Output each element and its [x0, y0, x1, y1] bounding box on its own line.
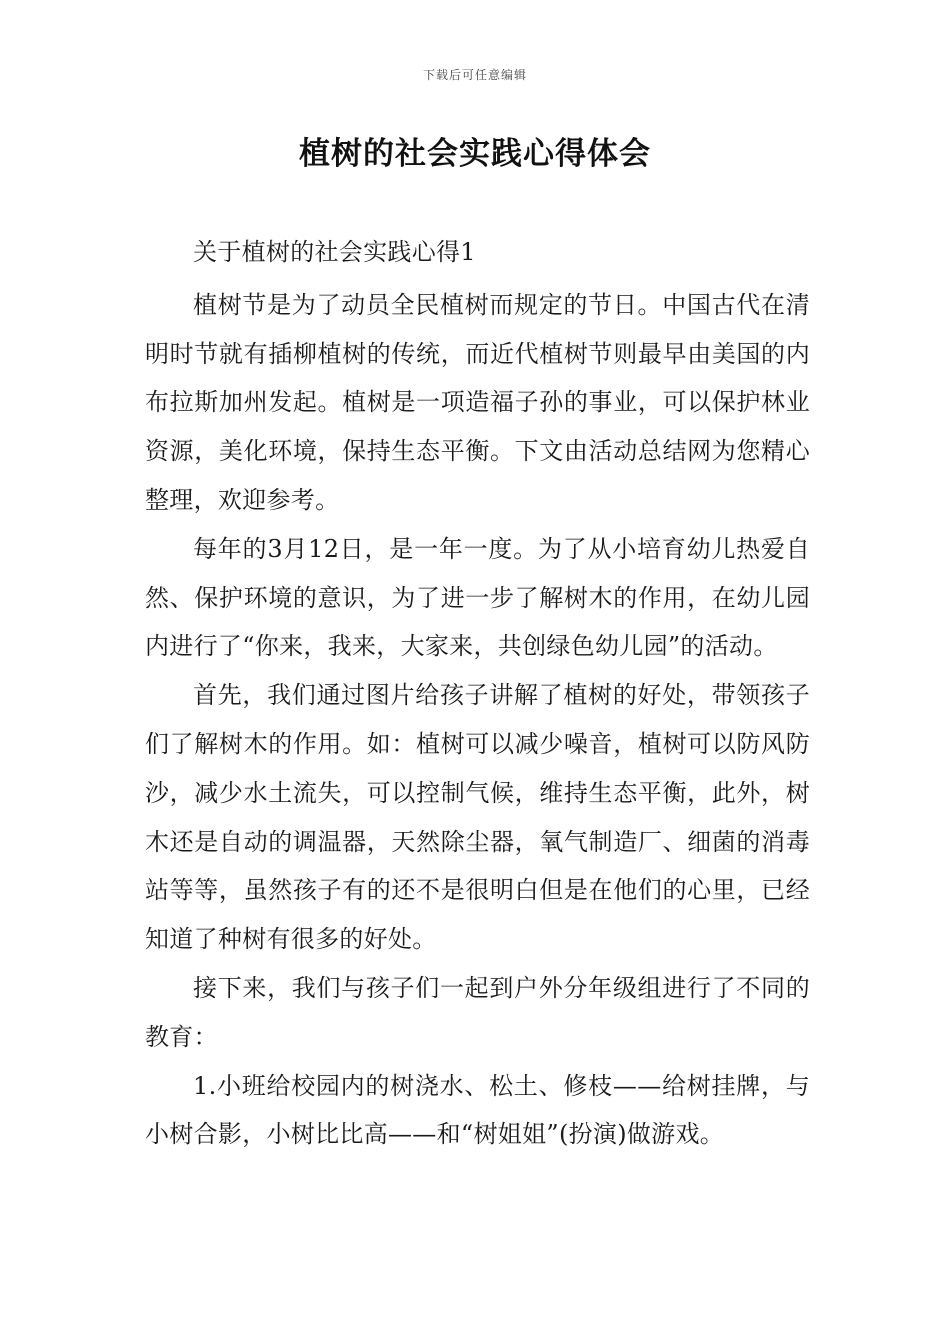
- paragraph-arbor-day: 每年的3月12日，是一年一度。为了从小培育幼儿热爱自然、保护环境的意识，为了进一步了解树木的作用，在幼儿园内进行了“你来，我来，大家来，共创绿色幼儿园”的活动。: [145, 534, 810, 661]
- paragraph-small-class: 1.小班给校园内的树浇水、松土、修枝——给树挂牌，与小树合影，小树比比高——和“树姐姐”(扮演)做游戏。: [145, 1071, 810, 1149]
- paragraph-tree-benefits: 首先，我们通过图片给孩子讲解了植树的好处，带领孩子们了解树木的作用。如：植树可以减少噪音，植树可以防风防沙，减少水土流失，可以控制气候，维持生态平衡，此外，树木还是自动的调温器，天然除尘器，氧气制造厂、细菌的消毒站等等，虽然孩子有的还不是很明白但是在他们的心里，已经知道了种树有很多的好处。: [145, 681, 810, 954]
- document-title: 植树的社会实践心得体会: [299, 136, 651, 172]
- paragraph-outdoor-activity: 接下来，我们与孩子们一起到户外分年级组进行了不同的教育：: [145, 973, 810, 1051]
- header-note: 下载后可任意编辑: [422, 68, 527, 82]
- section-subheading: 关于植树的社会实践心得1: [193, 238, 476, 266]
- document-body: [145, 228, 810, 1159]
- paragraph-intro: 植树节是为了动员全民植树而规定的节日。中国古代在清明时节就有插柳植树的传统，而近代植树节则最早由美国的内布拉斯加州发起。植树是一项造福子孙的事业，可以保护林业资源，美化环境，保持生态平衡。下文由活动总结网为您精心整理，欢迎参考。: [145, 290, 810, 514]
